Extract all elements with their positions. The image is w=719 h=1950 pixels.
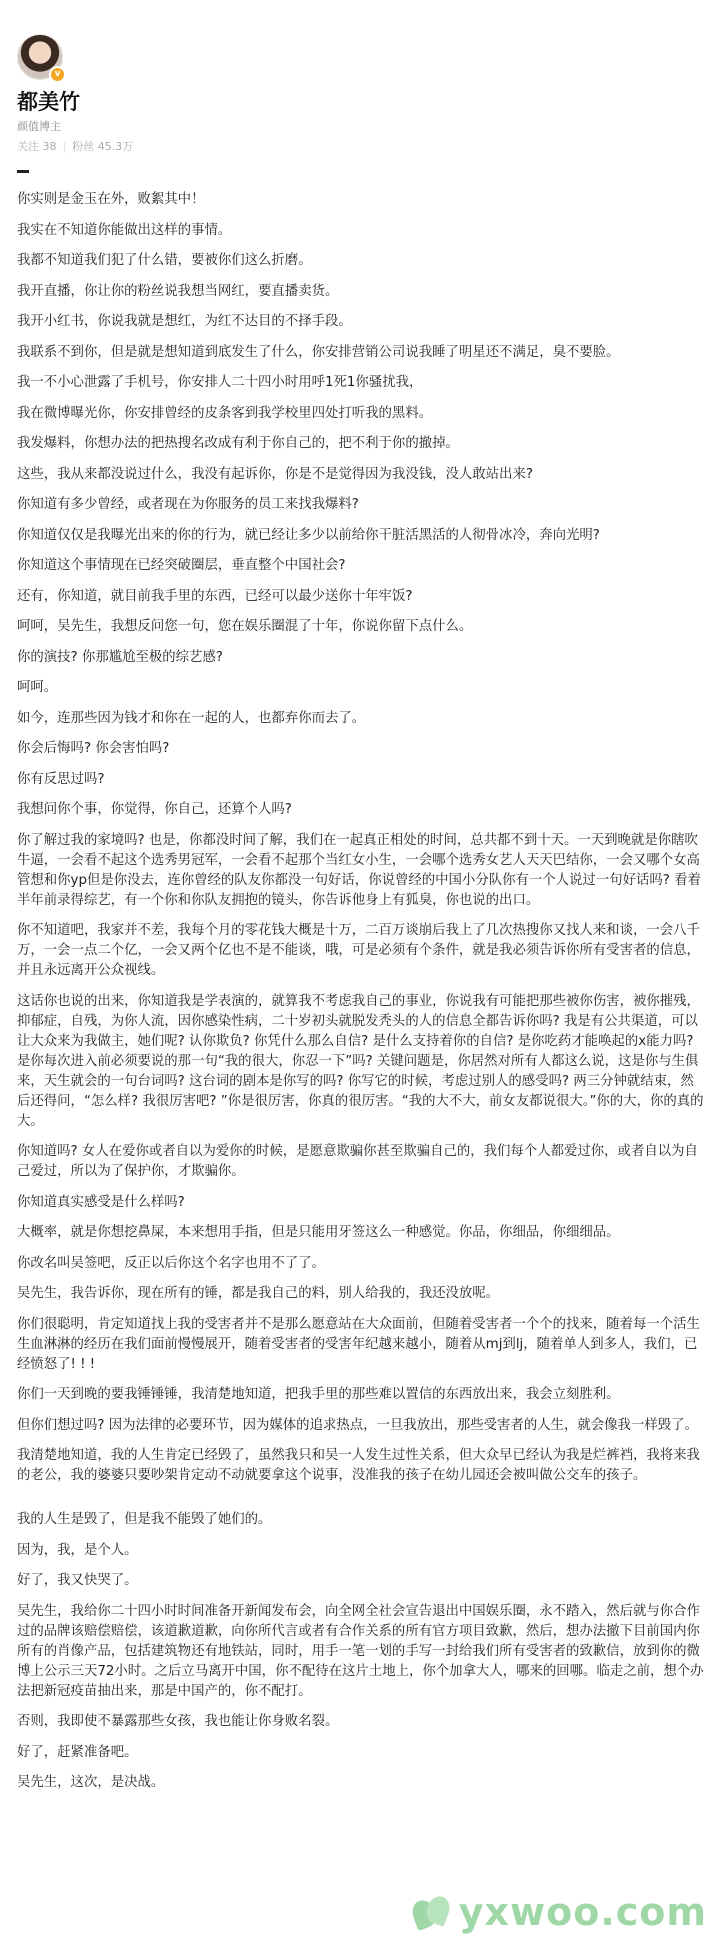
post-paragraph: 你知道吗? 女人在爱你或者自以为爱你的时候，是愿意欺骗你甚至欺骗自己的，我们每个人都爱过你，或者自以为自己爱过，所以为了保护你，才欺骗你。 [17,1144,698,1179]
post-paragraph: 因为，我，是个人。 [17,1542,138,1558]
post-paragraph: 好了，我又快哭了。 [17,1573,138,1588]
post-paragraph: 吴先生，这次，是决战。 [17,1775,165,1790]
post-paragraph: 你知道仅仅是我曝光出来的你的行为，就已经让多少以前给你干脏活黑活的人彻骨冰冷，奔向光明? [17,527,600,543]
post-paragraph: 你们很聪明，肯定知道找上我的受害者并不是那么愿意站在大众面前，但随着受害者一个个的找来，随着每一个活生生血淋淋的经历在我们面前慢慢展开，随着受害者的受害年纪越来越小，随着从mj到lj，随着单人到多人，我们，已经愤怒了! ! ! [17,1316,700,1372]
post-paragraph: 否则，我即使不暴露那些女孩，我也能让你身败名裂。 [17,1714,339,1729]
profile-stats [17,138,133,154]
post-paragraph: 这些，我从来都没说过什么，我没有起诉你，你是不是觉得因为我没钱，没人敢站出来? [17,466,533,482]
leaf-logo-icon [411,1894,453,1930]
post-paragraph: 你知道有多少曾经，或者现在为你服务的员工来找我爆料? [17,497,359,512]
followers-count[interactable]: 粉丝 45.3万 [72,140,134,153]
watermark-text: yxwoo.com [458,1890,707,1934]
post-body [17,190,707,1804]
post-paragraph: 我开小红书，你说我就是想红，为红不达目的不择手段。 [17,314,352,329]
post-paragraph: 我清楚地知道，我的人生肯定已经毁了，虽然我只和吴一人发生过性关系，但大众早已经认为我是烂裤裆，我将来我的老公，我的婆婆只要吵架肯定动不动就要拿这个说事，没准我的孩子在幼儿园还会被叫做公交车的孩子。 [17,1448,700,1483]
post-paragraph: 你会后悔吗? 你会害怕吗? [17,741,170,756]
post-paragraph: 但你们想过吗? 因为法律的必要环节，因为媒体的追求热点，一旦我放出，那些受害者的人生，就会像我一样毁了。 [17,1417,698,1433]
post-paragraph: 我实在不知道你能做出这样的事情。 [17,222,232,238]
post-paragraph: 你知道真实感受是什么样吗? [17,1194,185,1210]
site-watermark [411,1890,707,1934]
post-paragraph: 你不知道吧，我家并不差，我每个月的零花钱大概是十万，二百万谈崩后我上了几次热搜你又找人来和谈，一会八千万，一会一点二个亿，一会又两个亿也不是不能谈，哦，可是必须有个条件，就是我必须告诉你所有受害者的信息，并且永远离开公众视线。 [17,923,700,978]
post-paragraph: 好了，赶紧准备吧。 [17,1744,138,1760]
profile-header [0,0,719,170]
post-paragraph: 吴先生，我给你二十四小时时间准备开新闻发布会，向全网全社会宣告退出中国娱乐圈，永不踏入，然后就与你合作过的品牌该赔偿赔偿，该道歉道歉，向你所代言或者有合作关系的所有官方项目致歉，然后，想办法撤下目前国内你所有的肖像产品，包括建筑物还有地铁站，同时，用手一笔一划的手写一封给我们所有受害者的致歉信，放到你的微博上公示三天72小时。之后立马离开中国，你不配待在这片土地上，你个加拿大人，哪来的回哪。临走之前，想个办法把新冠疫苗抽出来，那是中国产的，你不配打。 [17,1603,704,1699]
profile-name[interactable]: 都美竹 [17,90,80,114]
post-paragraph: 我联系不到你，但是就是想知道到底发生了什么，你安排营销公司说我睡了明星还不满足，臭不要脸。 [17,344,620,360]
post-paragraph: 你的演技? 你那尴尬至极的综艺感? [17,649,223,665]
post-paragraph: 还有，你知道，就目前我手里的东西，已经可以最少送你十年牢饭? [17,588,413,604]
post-paragraph: 我的人生是毁了，但是我不能毁了她们的。 [17,1512,272,1527]
profile-bio: 颜值博主 [17,120,61,133]
post-paragraph: 我开直播，你让你的粉丝说我想当网红，要直播卖货。 [17,283,339,299]
post-paragraph: 你改名叫吴签吧，反正以后你这个名字也用不了了。 [17,1255,325,1271]
post-paragraph: 如今，连那些因为钱才和你在一起的人，也都弃你而去了。 [17,710,366,726]
post-paragraph: 你有反思过吗? [17,771,105,787]
section-divider [17,170,29,173]
verified-badge-icon: v [49,66,66,83]
post-paragraph: 呵呵，吴先生，我想反问您一句，您在娱乐圈混了十年，你说你留下点什么。 [17,619,473,634]
post-paragraph: 我在微博曝光你，你安排曾经的皮条客到我学校里四处打听我的黑料。 [17,405,433,421]
post-paragraph: 我一不小心泄露了手机号，你安排人二十四小时用呼1死1你骚扰我， [17,375,423,390]
post-paragraph: 你实则是金玉在外，败絮其中！ [17,192,205,207]
post-paragraph: 我想问你个事，你觉得，你自己，还算个人吗? [17,802,292,817]
post-paragraph: 我发爆料，你想办法的把热搜名改成有利于你自己的，把不利于你的撤掉。 [17,436,459,451]
following-count[interactable]: 关注 38 [17,140,57,153]
post-paragraph: 你知道这个事情现在已经突破圈层，垂直整个中国社会? [17,558,346,573]
post-paragraph: 这话你也说的出来，你知道我是学表演的，就算我不考虑我自己的事业，你说我有可能把那些被你伤害，被你摧残，抑郁症，自残，为你人流，因你感染性病，二十岁初头就脱发秃头的人的信息全都告诉你吗? 我是有公共渠道，可以让大众来为我做主，她们呢? 认你欺负? 你凭什么那么自信? 是什么支持着你的自信? 是你吃药才能唤起的x能力吗? 是你每次进入前必须要说的那一句“我的很大，你忍一下”吗? 关键问题是，你居然对所有人都这么说，这是你与生俱来，天生就会的一句台词吗? 这台词的剧本是你写的吗? 你写它的时候，考虑过别人的感受吗? 两三分钟就结束，然后还得问，“怎么样? 我很厉害吧? ”你是很厉害，你真的很厉害。“我的大不大，前女友都说很大。”你的大，你的真的大。 [17,993,704,1129]
post-paragraph: 呵呵。 [17,680,58,695]
post-paragraph: 你了解过我的家境吗? 也是，你都没时间了解，我们在一起真正相处的时间，总共都不到十天。一天到晚就是你瞎吹牛逼，一会看不起这个选秀男冠军，一会看不起那个当红女小生，一会哪个选秀女艺人天天巴结你，一会又哪个女高管想和你yp但是你没去，连你曾经的队友你都没一句好话，你说曾经的中国小分队你有一个人说过一句好话吗? 看着半年前录得综艺，有一个你和你队友拥抱的镜头，你告诉他身上有狐臭，你也说的出口。 [17,832,701,908]
post-paragraph: 我都不知道我们犯了什么错，要被你们这么折磨。 [17,253,312,268]
post-paragraph: 吴先生，我告诉你，现在所有的锤，都是我自己的料，别人给我的，我还没放呢。 [17,1286,500,1301]
post-paragraph: 大概率，就是你想挖鼻屎，本来想用手指，但是只能用牙签这么一种感觉。你品，你细品，你细细品。 [17,1225,620,1240]
post-paragraph: 你们一天到晚的要我锤锤锤，我清楚地知道，把我手里的那些难以置信的东西放出来，我会立刻胜利。 [17,1387,620,1402]
stats-divider: | [62,140,67,153]
